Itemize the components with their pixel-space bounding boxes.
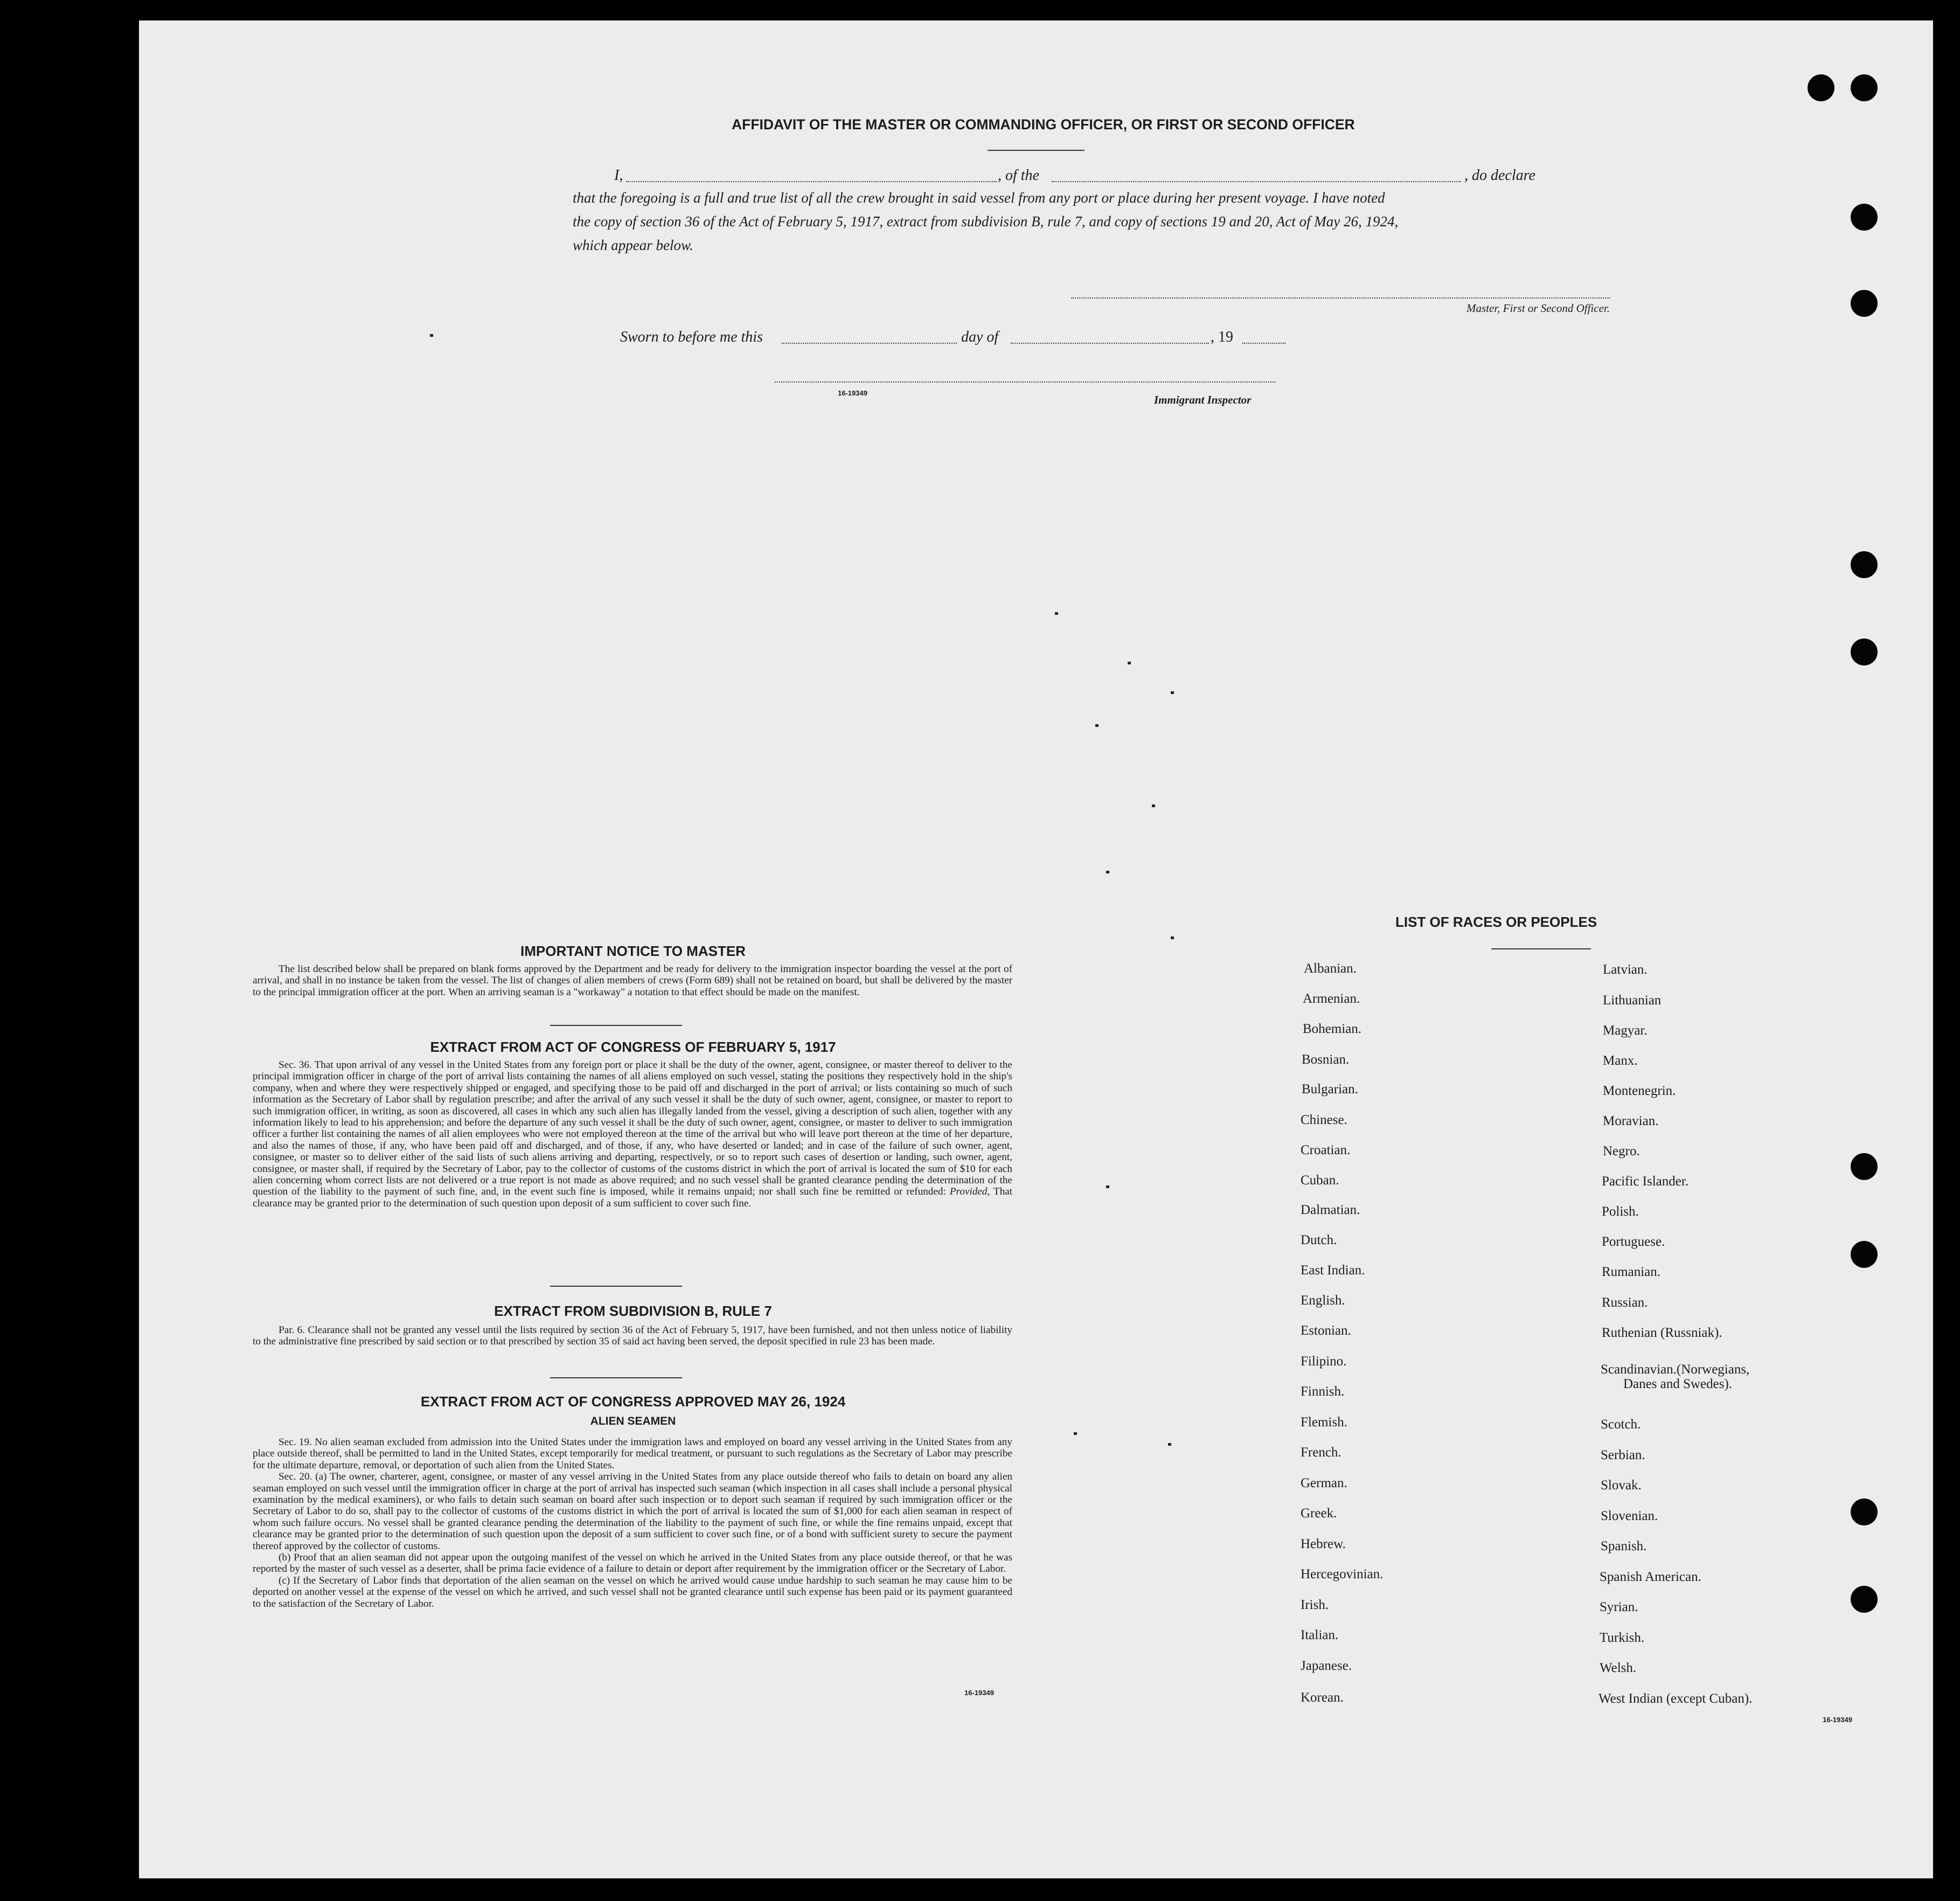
- race-item: Korean.: [1301, 1690, 1344, 1705]
- race-item: Syrian.: [1600, 1600, 1638, 1614]
- act-1917-proviso-word: Provided,: [949, 1186, 990, 1198]
- affidavit-title: AFFIDAVIT OF THE MASTER OR COMMANDING OFFICER, OR FIRST OR SECOND OFFICER: [732, 116, 1355, 133]
- race-item: Chinese.: [1301, 1113, 1347, 1127]
- race-item: Dutch.: [1301, 1233, 1337, 1247]
- race-item: German.: [1301, 1476, 1347, 1490]
- punch-hole: [1808, 74, 1834, 101]
- sworn-month-field[interactable]: [1011, 343, 1209, 344]
- title-divider: [988, 150, 1085, 151]
- race-item: Bosnian.: [1302, 1052, 1350, 1067]
- act-1917-body: Sec. 36. That upon arrival of any vessel in the United States from any foreign port or place it shall be the duty of the owner, agent, consignee, or master thereof to deliver to the principal immigration officer in charge of the port of arrival lists containing the names of all aliens employed on such vessel, stating the positions they respectively hold in the ship's company, when and where they were respectively shipped or engaged, and specifying those to be paid off and discharged in the port of arrival; or lists containing so much of such information as the Secretary of Labor shall by regulation prescribe; and after the arrival of any such vessel it shall be the duty of such owner, agent, consignee, or master to report to such immigration officer, in writing, as soon as discovered, all cases in which any such alien has illegally landed from the vessel, giving a description of such alien, together with any information likely to lead to his apprehension; and before the departure of any such vessel it shall be the duty of such owner, agent, consignee, or master to deliver to such immigration officer a further list containing the names of all alien employees who were not employed thereon at the time of the arrival but who will leave port thereon at the time of her departure, and also the names of those, if any, who have been paid off and discharged, and of those, if any, who have deserted or landed; and in case of the failure of such owner, agent, consignee, or master so to deliver either of the said lists of such aliens arriving and departing, respectively, or so to report such cases of desertion or landing, such owner, agent, consignee, or master shall, if required by the Secretary of Labor, pay to the collector of customs of the customs district in which the port of arrival is located the sum of $10 for each alien concerning whom correct lists are not delivered or a true report is not made as above required; and no such vessel shall be granted clearance pending the determination of the question of the liability to the payment of such fine, and, in the event such fine is imposed, while it remains unpaid; nor shall such fine be remitted or refunded:: [253, 1059, 1012, 1198]
- day-of-label: day of: [961, 329, 999, 345]
- race-item: Dalmatian.: [1301, 1203, 1360, 1217]
- race-item: Finnish.: [1301, 1384, 1345, 1399]
- officer-signature-line[interactable]: [1071, 297, 1610, 299]
- races-right-column: [139, 20, 140, 21]
- race-item: Japanese.: [1301, 1659, 1352, 1673]
- vessel-name-field[interactable]: [1052, 181, 1461, 182]
- race-item: Montenegrin.: [1603, 1084, 1676, 1098]
- race-item: Armenian.: [1303, 991, 1360, 1006]
- race-item: Latvian.: [1603, 962, 1648, 977]
- race-item: Hercegovinian.: [1301, 1567, 1384, 1581]
- race-item: Irish.: [1301, 1598, 1329, 1612]
- race-item: Moravian.: [1603, 1114, 1659, 1128]
- stray-mark: [430, 334, 433, 337]
- race-item: Filipino.: [1301, 1354, 1347, 1369]
- race-item: Slovak.: [1601, 1478, 1642, 1493]
- race-item: Welsh.: [1600, 1661, 1637, 1675]
- races-form-number: 16-19349: [1823, 1716, 1852, 1724]
- punch-hole: [1851, 1153, 1878, 1180]
- stray-mark: [1171, 691, 1174, 694]
- race-item: Ruthenian (Russniak).: [1602, 1326, 1722, 1340]
- punch-hole: [1851, 204, 1878, 231]
- act-1924-text: [253, 1437, 1012, 1609]
- affidavit-statement-line3: the copy of section 36 of the Act of February 5, 1917, extract from subdivision B, rule 7, and copy of sections 19 and 20, Act of May 26, 1924,: [573, 213, 1399, 230]
- races-title: LIST OF RACES OR PEOPLES: [1395, 914, 1597, 930]
- race-item: Magyar.: [1603, 1023, 1648, 1038]
- act-1917-proviso-text: That clearance may be granted prior to the determination of such question upon deposit of a sum sufficient to cover such fine.: [253, 1186, 1013, 1209]
- section-divider: [550, 1286, 682, 1287]
- act-1917-title: EXTRACT FROM ACT OF CONGRESS OF FEBRUARY 5, 1917: [430, 1039, 836, 1055]
- races-divider: [1491, 948, 1591, 949]
- race-item: Italian.: [1301, 1628, 1339, 1642]
- race-item: West Indian (except Cuban).: [1598, 1691, 1753, 1706]
- do-declare-label: , do declare: [1464, 167, 1535, 184]
- act-1924-title: EXTRACT FROM ACT OF CONGRESS APPROVED MAY 26, 1924: [420, 1393, 846, 1410]
- race-item: Danes and Swedes).: [1623, 1377, 1733, 1391]
- stray-mark: [1128, 662, 1131, 664]
- race-item: English.: [1301, 1293, 1345, 1308]
- declarant-prefix: I,: [614, 167, 623, 184]
- race-item: East Indian.: [1301, 1263, 1365, 1278]
- punch-hole: [1851, 1586, 1878, 1613]
- rule-7-title: EXTRACT FROM SUBDIVISION B, RULE 7: [494, 1303, 772, 1319]
- sworn-day-field[interactable]: [782, 343, 957, 344]
- punch-hole: [1851, 74, 1878, 101]
- race-item: Spanish.: [1601, 1539, 1647, 1553]
- stray-mark: [1168, 1443, 1171, 1446]
- race-item: Estonian.: [1301, 1323, 1351, 1338]
- race-item: Croatian.: [1301, 1143, 1351, 1157]
- punch-hole: [1851, 290, 1878, 317]
- punch-hole: [1851, 1241, 1878, 1268]
- affidavit-line1: [614, 165, 1616, 186]
- of-the-label: , of the: [998, 167, 1039, 184]
- punch-hole: [1851, 1498, 1878, 1525]
- affidavit-statement-line4: which appear below.: [573, 237, 693, 253]
- race-item: Cuban.: [1301, 1173, 1339, 1188]
- stray-mark: [1095, 724, 1099, 727]
- notice-text: The list described below shall be prepared on blank forms approved by the Department and be ready for delivery to the immigration inspector boarding the vessel at the port of arrival, and shall in no instance be taken from the vessel. The list of changes of alien members of crews (Form 689) shall not be retained on board, but shall be delivered by the master to the principal immigration officer at the port. When an arriving seaman is a "workaway" a notation to that effect should be made on the manifest.: [253, 963, 1012, 998]
- act-1924-sec19: Sec. 19. No alien seaman excluded from admission into the United States under the immigration laws and employed on board any vessel arriving in the United States from any place outside thereof, shall be permitted to land in the United States, except temporarily for medical treatment, or pursuant to such regulations as the Secretary of Labor may prescribe for the ultimate departure, removal, or deportation of such alien from the United States.: [253, 1437, 1012, 1471]
- document-sheet: [139, 20, 1933, 1878]
- inspector-signature-line[interactable]: [775, 381, 1276, 383]
- stray-mark: [1106, 1185, 1109, 1188]
- race-item: Spanish American.: [1600, 1570, 1701, 1584]
- race-item: Albanian.: [1304, 961, 1357, 976]
- punch-hole: [1851, 639, 1878, 665]
- race-item: Scotch.: [1601, 1417, 1641, 1432]
- race-item: Polish.: [1602, 1204, 1639, 1219]
- section-divider: [550, 1377, 682, 1378]
- act-1924-sec20b: (b) Proof that an alien seaman did not appear upon the outgoing manifest of the vessel on which he arrived in the United States from any place outside thereof, or that he was reported by the master of such vessel as a deserter, shall be prima facie evidence of a failure to detain or deport after requirement by the immigration officer or the Secretary of Labor.: [253, 1552, 1012, 1575]
- section-divider: [550, 1025, 682, 1026]
- race-item: Portuguese.: [1602, 1234, 1665, 1249]
- act-1924-sec20a: Sec. 20. (a) The owner, charterer, agent, consignee, or master of any vessel arriving in the United States from any place outside thereof who fails to detain on board any alien seaman employed on such vessel until the immigration officer in charge at the port of arrival has inspected such seaman (which inspection in all cases shall include a personal physical examination by the medical examiners), or who fails to detain such seaman on board after such inspection or to deport such seaman if required by such immigration officer or the Secretary of Labor to do so, shall pay to the collector of customs of the customs district in which the port of arrival is located the sum of $1,000 for each alien seaman in respect of whom such failure occurs. No vessel shall be granted clearance pending the determination of the liability to the payment of such fine, or while the fine remains unpaid, except that clearance may be granted prior to the determination of such question upon the deposit of a sum sufficient to cover such fine, or of a bond with sufficient surety to secure the payment thereof approved by the collector of customs.: [253, 1471, 1012, 1552]
- race-item: Scandinavian.(Norwegians,: [1601, 1362, 1750, 1377]
- stray-mark: [1055, 612, 1058, 615]
- sworn-label: Sworn to before me this: [620, 329, 763, 345]
- race-item: Pacific Islander.: [1602, 1174, 1689, 1189]
- race-item: Flemish.: [1301, 1415, 1347, 1430]
- officer-caption: Master, First or Second Officer.: [1466, 302, 1610, 315]
- stray-mark: [1152, 804, 1155, 807]
- affidavit-form-number: 16-19349: [838, 389, 867, 397]
- sworn-line: [620, 327, 1374, 348]
- punch-hole: [1851, 551, 1878, 578]
- notice-title: IMPORTANT NOTICE TO MASTER: [520, 943, 746, 959]
- race-item: Rumanian.: [1602, 1265, 1661, 1279]
- race-item: Serbian.: [1601, 1448, 1645, 1462]
- declarant-name-field[interactable]: [626, 181, 997, 182]
- stray-mark: [1106, 871, 1109, 873]
- race-item: Turkish.: [1600, 1631, 1645, 1645]
- act-1924-sec20c: (c) If the Secretary of Labor finds that deportation of the alien seaman on the vessel on which he arrived would cause undue hardship to such seaman he may cause him to be deported on another vessel at the expense of the vessel on which he arrived, and such vessel shall not be granted clearance until such expense has been paid or its payment guaranteed to the satisfaction of the Secretary of Labor.: [253, 1574, 1012, 1609]
- rule-7-text: Par. 6. Clearance shall not be granted any vessel until the lists required by section 36 of the Act of February 5, 1917, have been furnished, and not then unless notice of liability to the administrative fine prescribed by said section or to that prescribed by section 35 of said act having been served, the deposit specified in rule 23 has been made.: [253, 1324, 1012, 1348]
- stray-mark: [1171, 936, 1174, 939]
- sworn-year-field[interactable]: [1242, 343, 1285, 344]
- race-item: Hebrew.: [1301, 1537, 1346, 1551]
- year-label: , 19: [1211, 329, 1233, 345]
- act-1917-text: [253, 1059, 1012, 1209]
- race-item: Greek.: [1301, 1506, 1337, 1521]
- race-item: French.: [1301, 1445, 1342, 1460]
- stray-mark: [1074, 1432, 1077, 1435]
- act-1924-subtitle: ALIEN SEAMEN: [590, 1415, 676, 1427]
- race-item: Manx.: [1603, 1053, 1638, 1068]
- affidavit-statement-line2: that the foregoing is a full and true list of all the crew brought in said vessel from any port or place during her present voyage. I have noted: [573, 190, 1385, 206]
- race-item: Bohemian.: [1303, 1022, 1362, 1036]
- race-item: Russian.: [1602, 1295, 1648, 1310]
- race-item: Lithuanian: [1603, 993, 1662, 1008]
- race-item: Bulgarian.: [1302, 1082, 1358, 1097]
- race-item: Slovenian.: [1601, 1509, 1658, 1523]
- inspector-caption: Immigrant Inspector: [1154, 393, 1252, 406]
- act-1924-form-number: 16-19349: [964, 1689, 994, 1697]
- race-item: Negro.: [1603, 1144, 1640, 1158]
